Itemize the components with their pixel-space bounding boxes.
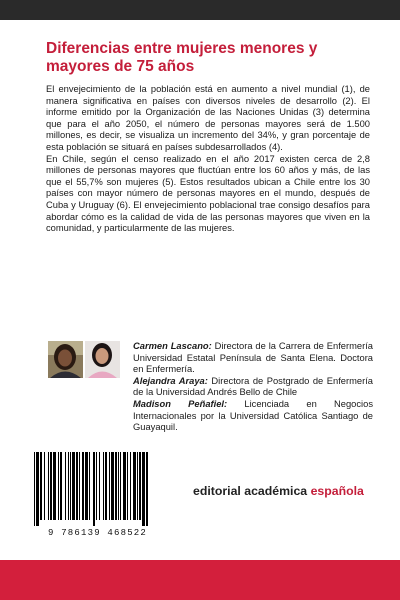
barcode-bar xyxy=(115,452,117,520)
publisher-prefix: editorial académica xyxy=(193,484,311,498)
author-bio-1 xyxy=(133,341,373,376)
author-name-1: Carmen Lascano: xyxy=(133,341,212,351)
publisher-logo-text xyxy=(193,484,364,498)
barcode-bar xyxy=(76,452,78,520)
synopsis-paragraph-2: En Chile, según el censo realizado en el año 2017 existen cerca de 2,8 millones de personas mayores que fluctúan entre los 60 años y más, de las que el 55,7% son mujeres (5). Estos resultados ubican a Chile entre los 30 países con mayor número de personas mayores en el mundo, después de Cuba y Uruguay (6). El envejecimiento poblacional trae consigo desafíos para abordar cómo es la calidad de vida de las personas mayores que viven en la comunidad, y particularmente de las mujeres. xyxy=(46,153,370,234)
author-name-3: Madison Peñafiel: xyxy=(133,398,228,409)
author-text-1: Directora de la Carrera de Enfermería Universidad Estatal Península de Santa Elena. Doctora en Enfermería. xyxy=(133,341,373,375)
barcode-bar xyxy=(146,452,148,526)
barcode-bar xyxy=(68,452,69,520)
barcode-bar xyxy=(99,452,100,520)
barcode-bar xyxy=(40,452,42,520)
barcode-bar xyxy=(36,452,39,526)
barcode-bar xyxy=(60,452,62,520)
barcode-bar xyxy=(120,452,121,520)
barcode-bar xyxy=(111,452,114,520)
barcode-bar xyxy=(96,452,97,520)
author-text-2: Directora de Postgrado de Enfermería de la Universidad Andrés Bello de Chile xyxy=(133,375,374,398)
barcode-bar xyxy=(65,452,66,520)
author-bios xyxy=(133,341,373,434)
barcode-bar xyxy=(79,452,80,520)
synopsis xyxy=(46,84,370,235)
author-photo-2 xyxy=(85,341,120,378)
barcode-bar xyxy=(130,452,131,520)
author-text-3: Licenciada en Negocios Internacionales por la Universidad Católica Santiago de Guayaquil. xyxy=(133,398,373,433)
barcode-bar xyxy=(105,452,107,520)
book-title: Diferencias entre mujeres menores y mayores de 75 años xyxy=(46,40,318,75)
top-band xyxy=(0,0,400,20)
barcode-bar xyxy=(82,452,84,520)
barcode-bar xyxy=(118,452,119,520)
barcode-bar xyxy=(53,452,56,520)
barcode-bar xyxy=(137,452,138,520)
barcode-bar xyxy=(142,452,145,526)
barcode-bar xyxy=(48,452,49,520)
barcode-bar xyxy=(133,452,136,520)
barcode-digits: 9 786139 468522 xyxy=(48,528,148,538)
author-photo-1 xyxy=(48,341,83,378)
barcode-bar xyxy=(58,452,59,520)
isbn-barcode xyxy=(34,452,170,538)
barcode-bar xyxy=(34,452,35,526)
barcode-bar xyxy=(89,452,90,520)
publisher-accent: española xyxy=(310,484,364,498)
barcode-bar xyxy=(70,452,71,520)
barcode-bar xyxy=(44,452,45,520)
barcode-bar xyxy=(103,452,104,520)
bottom-band xyxy=(0,560,400,600)
author-bio-3 xyxy=(133,399,373,434)
barcode-bar xyxy=(123,452,126,520)
author-bio-2 xyxy=(133,376,373,399)
barcode-bar xyxy=(139,452,141,520)
barcode-bar xyxy=(50,452,52,520)
barcode-bars xyxy=(34,452,170,526)
author-name-2: Alejandra Araya: xyxy=(133,375,208,386)
synopsis-paragraph-1: El envejecimiento de la población está en aumento a nivel mundial (1), de manera significativa en países con diversos niveles de desarrollo (2). El informe emitido por la Organización de las Naciones Unidas (3) determina que para el año 2050, el número de personas mayores será de 1.500 millones, es decir, se visualiza un incremento del 34%, y gran porcentaje de esta población se situará en países subdesarrollados (4). xyxy=(46,84,370,152)
barcode-bar xyxy=(85,452,88,520)
barcode-bar xyxy=(109,452,110,520)
barcode-bar xyxy=(127,452,128,520)
barcode-bar xyxy=(93,452,95,526)
barcode-bar xyxy=(72,452,75,520)
